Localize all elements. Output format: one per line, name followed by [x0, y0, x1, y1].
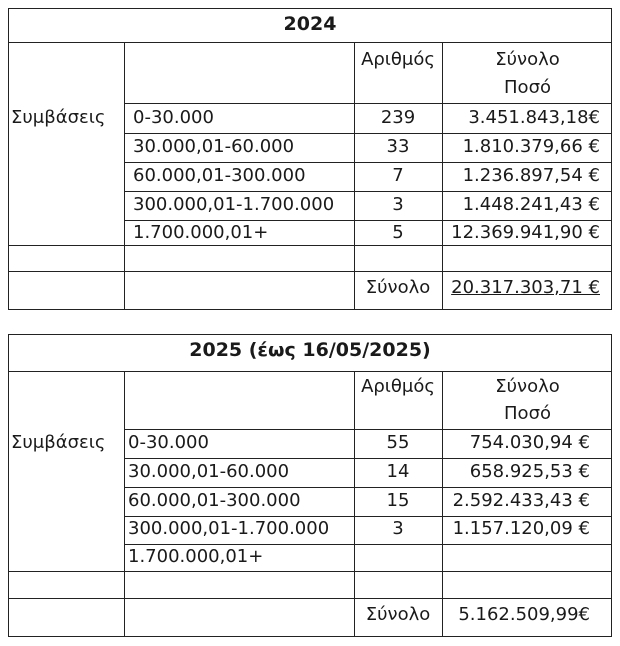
range-cell: 60.000,01-300.000 — [133, 165, 306, 186]
header-count: Αριθμός — [361, 376, 435, 397]
amount-cell: 1.810.379,66 € — [462, 136, 600, 157]
count-cell: 3 — [392, 518, 404, 539]
range-cell: 300.000,01-1.700.000 — [128, 518, 330, 539]
count-cell: 14 — [386, 461, 410, 482]
contracts-table-2024 — [8, 8, 612, 310]
amount-cell: 1.236.897,54 € — [462, 165, 600, 186]
amount-cell: 658.925,53 € — [469, 461, 590, 482]
divider — [9, 42, 611, 43]
amount-cell: 1.157.120,09 € — [452, 518, 590, 539]
header-count: Αριθμός — [361, 49, 435, 70]
count-cell: 239 — [380, 107, 416, 128]
amount-cell: 3.451.843,18€ — [468, 107, 600, 128]
count-cell: 5 — [392, 222, 404, 243]
divider — [9, 571, 611, 572]
total-value: 5.162.509,99€ — [458, 604, 590, 625]
range-cell: 60.000,01-300.000 — [128, 490, 301, 511]
divider — [9, 371, 611, 372]
range-cell: 30.000,01-60.000 — [128, 461, 290, 482]
total-label: Σύνολο — [365, 604, 431, 625]
row-group-label: Συμβάσεις — [11, 432, 106, 453]
count-cell: 55 — [386, 432, 410, 453]
range-cell: 0-30.000 — [133, 107, 214, 128]
count-cell: 33 — [386, 136, 410, 157]
range-cell: 1.700.000,01+ — [133, 222, 269, 243]
range-cell: 300.000,01-1.700.000 — [133, 194, 335, 215]
total-label: Σύνολο — [365, 277, 431, 298]
header-total-line2: Ποσό — [504, 77, 551, 98]
range-cell: 1.700.000,01+ — [128, 546, 264, 567]
amount-cell: 12.369.941,90 € — [451, 222, 600, 243]
table-title: 2025 (έως 16/05/2025) — [189, 339, 431, 361]
divider — [124, 371, 125, 636]
amount-cell: 2.592.433,43 € — [452, 490, 590, 511]
divider — [9, 271, 611, 272]
contracts-table-2025 — [8, 334, 612, 637]
amount-cell: 754.030,94 € — [469, 432, 590, 453]
range-cell: 30.000,01-60.000 — [133, 136, 295, 157]
row-group-label: Συμβάσεις — [11, 107, 106, 128]
count-cell: 7 — [392, 165, 404, 186]
header-total-line1: Σύνολο — [495, 49, 560, 70]
divider — [9, 598, 611, 599]
total-value: 20.317.303,71 € — [451, 277, 600, 298]
table-title: 2024 — [283, 13, 337, 35]
amount-cell: 1.448.241,43 € — [462, 194, 600, 215]
range-cell: 0-30.000 — [128, 432, 209, 453]
header-total-line1: Σύνολο — [495, 376, 560, 397]
count-cell: 3 — [392, 194, 404, 215]
header-total-line2: Ποσό — [504, 403, 551, 424]
count-cell: 15 — [386, 490, 410, 511]
divider — [124, 42, 125, 309]
